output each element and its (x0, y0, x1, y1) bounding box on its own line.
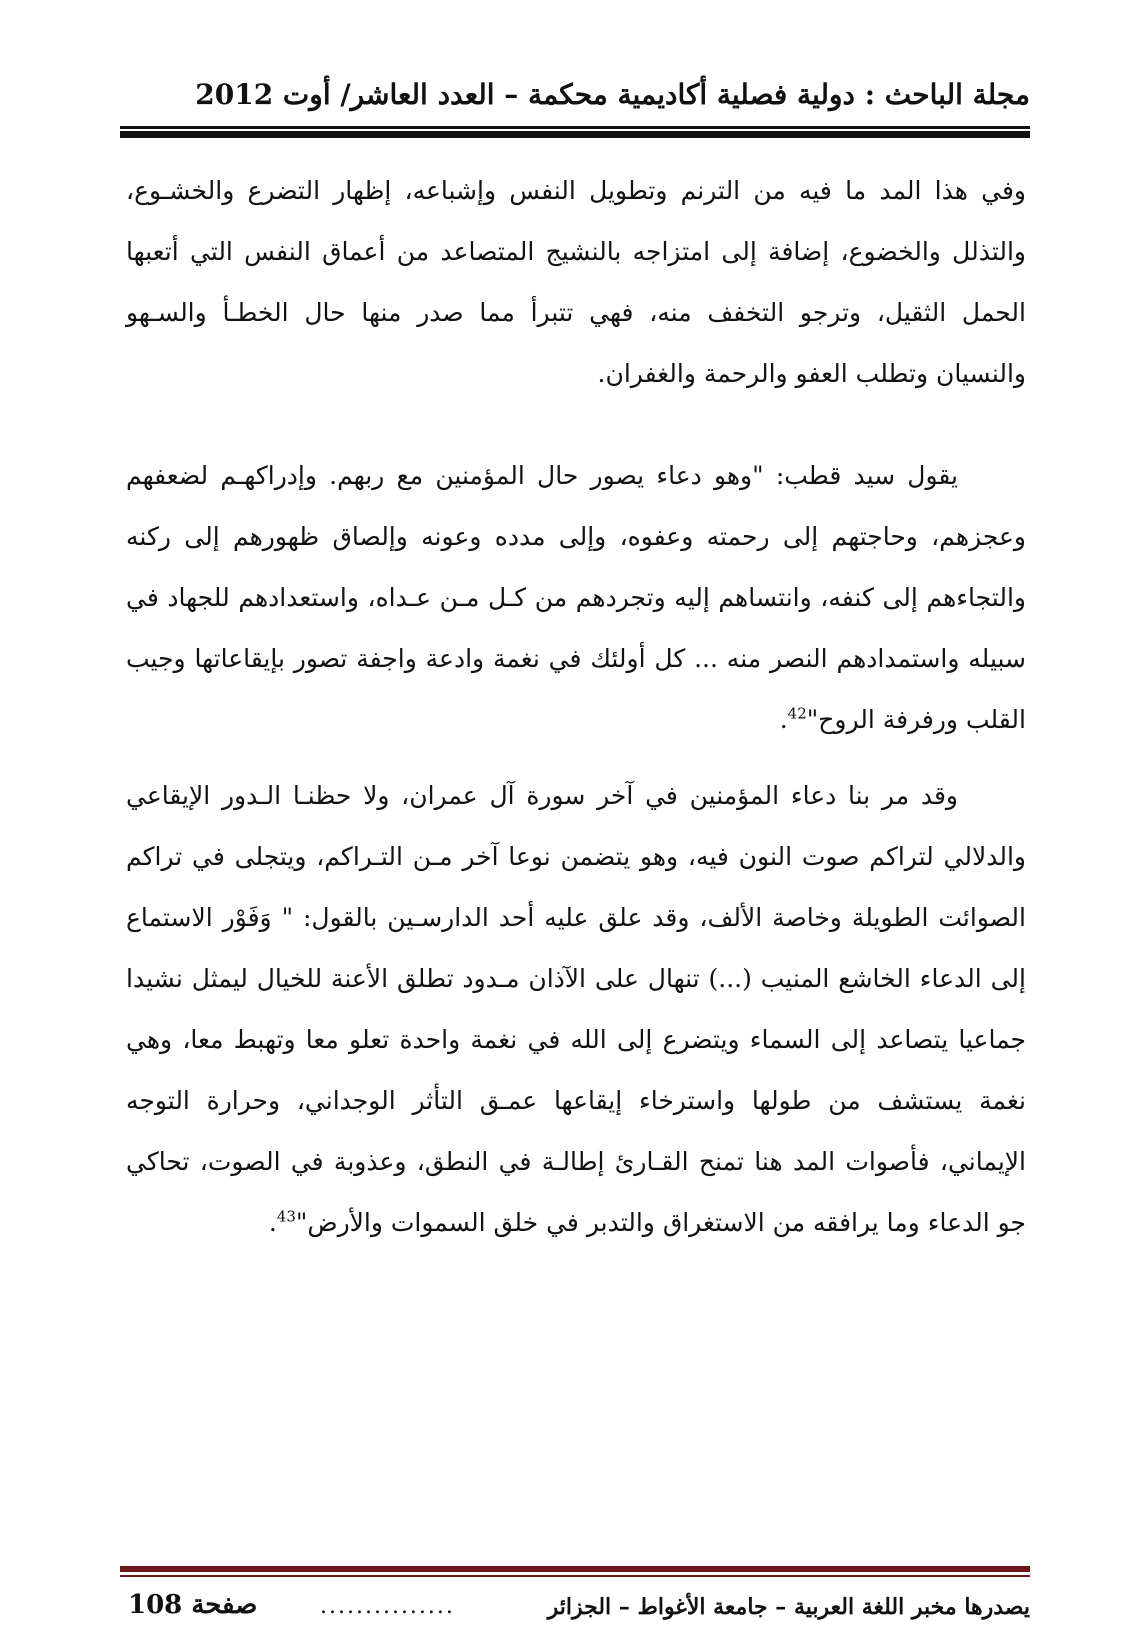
paragraph-1 (126, 160, 1026, 404)
page-footer (120, 1566, 1030, 1646)
footer-dots: ............... (320, 1594, 455, 1619)
journal-header (120, 72, 1030, 132)
paragraph-1-text: وفي هذا المد ما فيه من الترنم وتطويل النفس وإشباعه، إظهار التضرع والخشـوع، والتذلل والخضوع، إضافة إلى امتزاجه بالنشيج المتصاعد من أعماق النفس التي أتعبها الحمل الثقيل، وترجو التخفف منه، فهي تتبرأ مما صدر منها حال الخطـأ والسـهو والنسيان وتطلب العفو والرحمة والغفران. (126, 176, 1026, 388)
footer-divider (120, 1575, 1030, 1577)
journal-title: مجلة الباحث : دولية فصلية أكاديمية محكمة – العدد العاشر/ أوت 2012 (195, 78, 1030, 111)
footnote-ref-42[interactable]: 42 (787, 704, 807, 723)
header-divider-thick (120, 131, 1030, 138)
footnote-ref-43[interactable]: 43 (276, 1207, 296, 1226)
paragraph-2 (126, 445, 1026, 750)
footer-publisher: يصدرها مخبر اللغة العربية – جامعة الأغواط – الجزائر (547, 1594, 1030, 1620)
header-divider (120, 126, 1030, 129)
page-number: صفحة 108 (128, 1590, 258, 1620)
paragraph-3-text: وقد مر بنا دعاء المؤمنين في آخر سورة آل عمران، ولا حظنـا الـدور الإيقاعي والدلالي لتراكم صوت النون فيه، وهو يتضمن نوعا آخر مـن التـراكم، ويتجلى في تراكم الصوائت الطويلة وخاصة الألف، وقد علق عليه أحد الدارسـين بالقول: " وَفَوْر الاستماع إلى الدعاء الخاشع المنيب (...) تنهال على الآذان مـدود تطلق الأعنة للخيال ليمثل نشيدا جماعيا يتصاعد إلى السماء ويتضرع إلى الله في نغمة واحدة تعلو معا وتهبط معا، وهي نغمة يستشف من طولها واسترخاء إيقاعها عمـق التأثر الوجداني، وحرارة التوجه الإيماني، فأصوات المد هنا تمنح القـارئ إطالـة في النطق، وعذوبة في الصوت، تحاكي جو الدعاء وما يرافقه من الاستغراق والتدبر في خلق السموات والأرض" (126, 781, 1026, 1237)
footer-divider-thick (120, 1566, 1030, 1572)
paragraph-3-end: . (268, 1208, 277, 1237)
paragraph-2-text: يقول سيد قطب: "وهو دعاء يصور حال المؤمنين مع ربهم. وإدراكهـم لضعفهم وعجزهم، وحاجتهم إلى رحمته وعفوه، وإلى مدده وعونه وإلصاق ظهورهم إلى ركنه والتجاءهم إلى كنفه، وانتساهم إليه وتجردهم من كـل مـن عـداه، واستعدادهم للجهاد في سبيله واستمدادهم النصر منه ... كل أولئك في نغمة وادعة واجفة تصور بإيقاعاتها وجيب القلب ورفرفة الروح" (126, 461, 1026, 734)
paragraph-2-end: . (779, 705, 788, 734)
paragraph-3 (126, 765, 1026, 1253)
